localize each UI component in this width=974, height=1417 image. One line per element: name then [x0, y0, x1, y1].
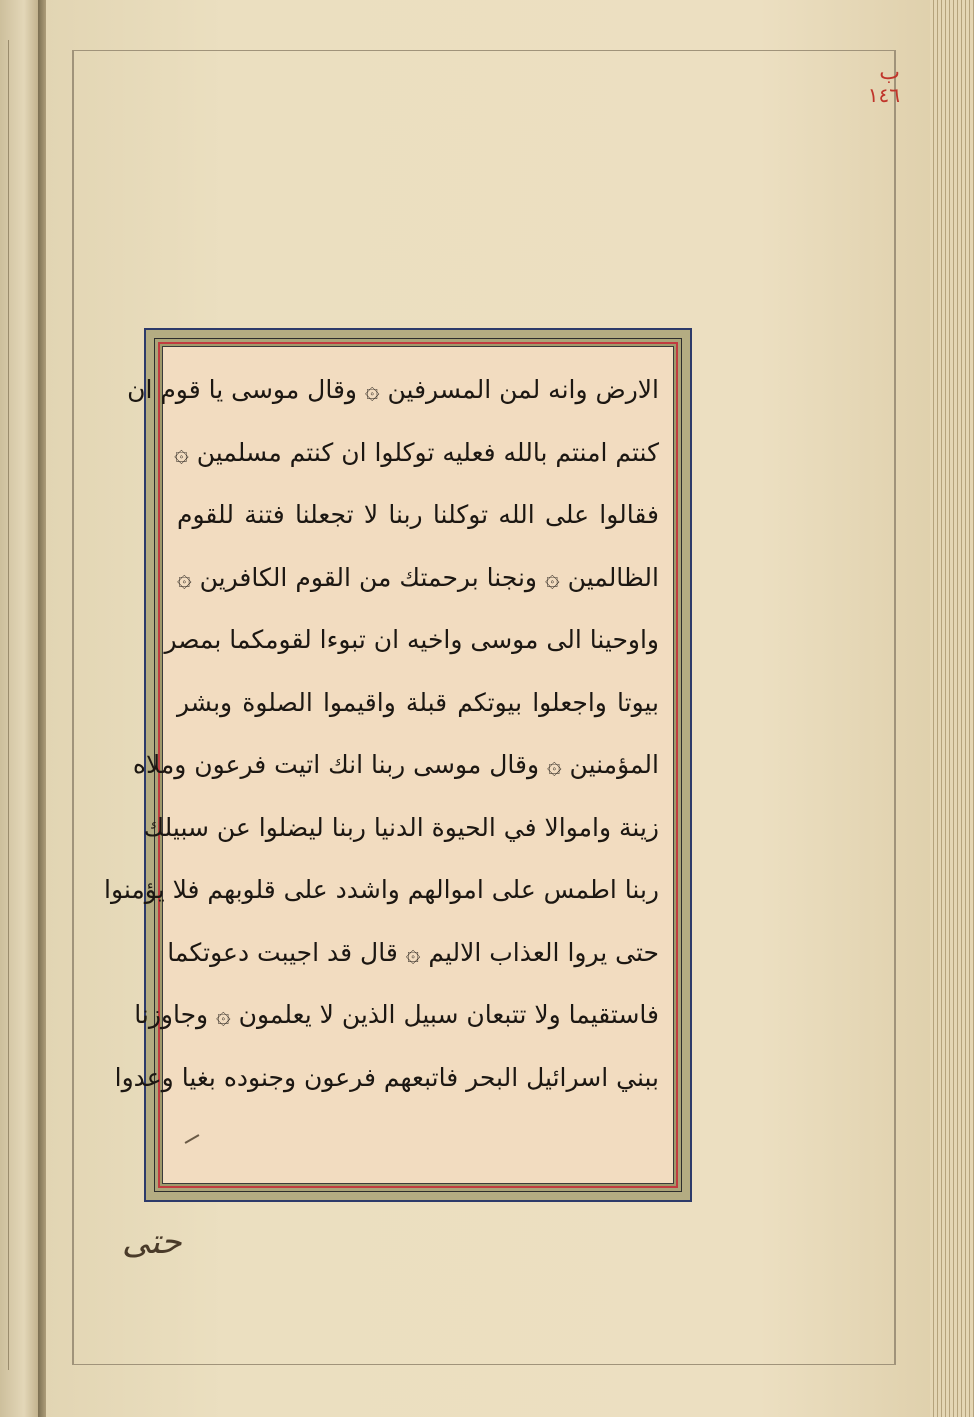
text-line: حتى يروا العذاب الاليم ۞ قال قد اجيبت دعوتكما	[167, 937, 659, 967]
folio-letter: ب	[879, 60, 900, 85]
folio-numeral: ١٤٦	[867, 83, 900, 107]
text-line: واوحينا الى موسى واخيه ان تبوءا لقومكما بمصر	[164, 625, 659, 654]
text-line: المؤمنين ۞ وقال موسى ربنا انك اتيت فرعون وملاه	[132, 750, 659, 779]
stacked-page-edges	[930, 0, 974, 1417]
text-line: كنتم امنتم بالله فعليه توكلوا ان كنتم مسلمين ۞	[174, 437, 659, 467]
frame-border-red	[104, 342, 678, 1188]
text-line: فقالوا على الله توكلنا ربنا لا تجعلنا فتنة للقوم	[177, 500, 659, 529]
text-line: الظالمين ۞ ونجنا برحمتك من القوم الكافرين ۞	[177, 562, 659, 592]
frame-border-black	[104, 338, 682, 1192]
adjacent-page-edge	[0, 0, 40, 1417]
calligraphy-lines	[104, 359, 659, 1109]
text-line: ببني اسرائيل البحر فاتبعهم فرعون وجنوده بغيا وعدوا	[114, 1062, 659, 1092]
text-line: زينة واموالا في الحيوة الدنيا ربنا ليضلوا عن سبيلك	[143, 812, 659, 842]
text-panel	[104, 346, 674, 1184]
text-line: فاستقيما ولا تتبعان سبيل الذين لا يعلمون ۞ وجاوزنا	[134, 1000, 659, 1029]
text-block-frame	[104, 328, 692, 1202]
text-line: بيوتا واجعلوا بيوتكم قبلة واقيموا الصلوة وبشر	[177, 687, 659, 717]
adjacent-page-rule	[8, 40, 9, 1370]
folio-number	[850, 62, 900, 106]
catchword: حتى	[122, 1222, 182, 1262]
text-line: ربنا اطمس على اموالهم واشدد على قلوبهم فلا يؤمنوا	[104, 875, 659, 904]
text-line: الارض وانه لمن المسرفين ۞ وقال موسى يا قوم ان	[127, 375, 659, 404]
